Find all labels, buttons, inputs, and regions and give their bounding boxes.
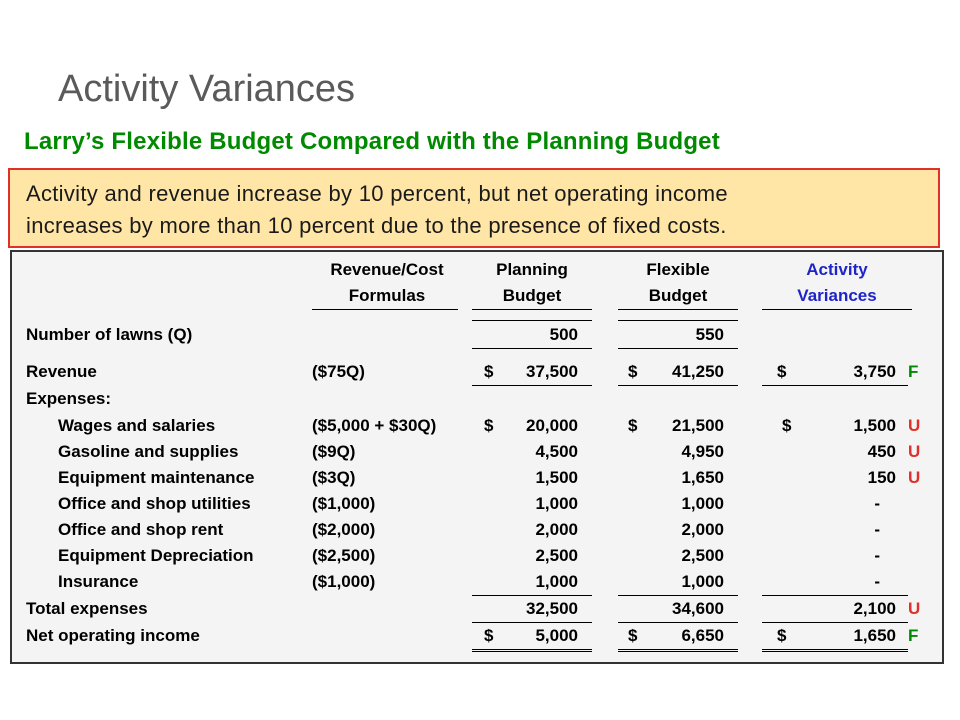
budget-table xyxy=(10,250,944,664)
row-rent-variance: - xyxy=(874,520,880,539)
rule-below-insurance-plan xyxy=(472,595,592,596)
row-wages-variance-currency: $ xyxy=(782,416,792,435)
row-wages-flexible: 21,500 xyxy=(672,416,724,435)
row-maintenance-formula: ($3Q) xyxy=(312,468,356,487)
row-noi-variance-currency: $ xyxy=(777,626,787,645)
row-noi-variance: 1,650 xyxy=(853,626,896,645)
row-rent-flexible: 2,000 xyxy=(681,520,724,539)
row-wages-flag: U xyxy=(908,416,921,435)
rule-above-lawns-flex xyxy=(618,320,738,321)
callout-box xyxy=(8,168,940,248)
rule-below-total-var xyxy=(762,622,908,623)
row-revenue-planning: 37,500 xyxy=(526,362,578,381)
header-variance-1: Activity xyxy=(806,260,868,279)
header-rule-flexible xyxy=(618,309,738,310)
row-noi-planning: 5,000 xyxy=(535,626,578,645)
row-revenue-formula: ($75Q) xyxy=(312,362,365,381)
callout-line-2: increases by more than 10 percent due to the presence of fixed costs. xyxy=(26,213,727,238)
row-depreciation-flexible: 2,500 xyxy=(681,546,724,565)
row-maintenance-flag: U xyxy=(908,468,921,487)
row-total-expenses-variance: 2,100 xyxy=(853,599,896,618)
rule-below-insurance-flex xyxy=(618,595,738,596)
callout-line-1: Activity and revenue increase by 10 percent, but net operating income xyxy=(26,181,728,206)
header-flexible-1: Flexible xyxy=(646,260,710,279)
row-gasoline-flexible: 4,950 xyxy=(681,442,724,461)
row-revenue-variance-currency: $ xyxy=(777,362,787,381)
row-noi-planning-currency: $ xyxy=(484,626,494,645)
row-lawns-label: Number of lawns (Q) xyxy=(26,325,193,344)
row-noi-label: Net operating income xyxy=(26,626,200,645)
row-maintenance-variance: 150 xyxy=(867,468,896,487)
row-expenses-label: Expenses: xyxy=(26,389,112,408)
row-revenue-flag: F xyxy=(908,362,919,381)
header-variance-2: Variances xyxy=(797,286,877,305)
rule-below-lawns xyxy=(472,348,592,349)
header-planning-1: Planning xyxy=(496,260,568,279)
row-insurance-formula: ($1,000) xyxy=(312,572,376,591)
row-revenue-flexible-currency: $ xyxy=(628,362,638,381)
header-planning-2: Budget xyxy=(502,286,562,305)
row-utilities-flexible: 1,000 xyxy=(681,494,724,513)
rule-double-noi-plan xyxy=(472,649,592,652)
row-total-expenses-flexible: 34,600 xyxy=(672,599,724,618)
row-lawns-planning: 500 xyxy=(549,325,578,344)
row-utilities-planning: 1,000 xyxy=(535,494,578,513)
row-depreciation-variance: - xyxy=(874,546,880,565)
row-maintenance-label: Equipment maintenance xyxy=(58,468,255,487)
row-total-expenses-planning: 32,500 xyxy=(526,599,578,618)
row-utilities-formula: ($1,000) xyxy=(312,494,376,513)
row-insurance-flexible: 1,000 xyxy=(681,572,724,591)
row-revenue-flexible: 41,250 xyxy=(672,362,724,381)
row-wages-planning-currency: $ xyxy=(484,416,494,435)
row-depreciation-label: Equipment Depreciation xyxy=(58,546,254,565)
row-noi-flag: F xyxy=(908,626,919,645)
row-revenue-planning-currency: $ xyxy=(484,362,494,381)
rule-above-lawns xyxy=(472,320,592,321)
rule-below-revenue-plan xyxy=(472,385,592,386)
slide-subtitle: Larry’s Flexible Budget Compared with the Planning Budget xyxy=(24,128,720,155)
rule-below-lawns-flex xyxy=(618,348,738,349)
rule-below-revenue-var xyxy=(762,385,908,386)
row-insurance-planning: 1,000 xyxy=(535,572,578,591)
rule-below-insurance-var xyxy=(762,595,908,596)
row-depreciation-planning: 2,500 xyxy=(535,546,578,565)
row-wages-formula: ($5,000 + $30Q) xyxy=(312,416,437,435)
row-rent-planning: 2,000 xyxy=(535,520,578,539)
row-wages-flexible-currency: $ xyxy=(628,416,638,435)
row-noi-flexible: 6,650 xyxy=(681,626,724,645)
header-formulas-2: Formulas xyxy=(348,286,426,305)
row-gasoline-label: Gasoline and supplies xyxy=(58,442,239,461)
rule-below-total-plan xyxy=(472,622,592,623)
rule-double-noi-var xyxy=(762,649,908,652)
header-rule-planning xyxy=(472,309,592,310)
header-flexible-2: Budget xyxy=(648,286,708,305)
row-utilities-label: Office and shop utilities xyxy=(58,494,251,513)
slide-title: Activity Variances xyxy=(58,68,356,110)
row-rent-label: Office and shop rent xyxy=(58,520,224,539)
row-wages-variance: 1,500 xyxy=(853,416,896,435)
row-revenue-label: Revenue xyxy=(26,362,97,381)
row-gasoline-planning: 4,500 xyxy=(535,442,578,461)
row-gasoline-flag: U xyxy=(908,442,921,461)
row-maintenance-planning: 1,500 xyxy=(535,468,578,487)
row-insurance-label: Insurance xyxy=(58,572,139,591)
header-formulas-1: Revenue/Cost xyxy=(330,260,444,279)
row-total-expenses-label: Total expenses xyxy=(26,599,148,618)
row-noi-flexible-currency: $ xyxy=(628,626,638,645)
row-gasoline-variance: 450 xyxy=(867,442,896,461)
rule-below-total-flex xyxy=(618,622,738,623)
row-gasoline-formula: ($9Q) xyxy=(312,442,356,461)
rule-below-revenue-flex xyxy=(618,385,738,386)
row-maintenance-flexible: 1,650 xyxy=(681,468,724,487)
row-lawns-flexible: 550 xyxy=(695,325,724,344)
row-wages-planning: 20,000 xyxy=(526,416,578,435)
rule-double-noi-flex xyxy=(618,649,738,652)
row-revenue-variance: 3,750 xyxy=(853,362,896,381)
row-rent-formula: ($2,000) xyxy=(312,520,376,539)
row-total-expenses-flag: U xyxy=(908,599,921,618)
header-rule-formulas xyxy=(312,309,458,310)
header-rule-variance xyxy=(762,309,912,310)
row-depreciation-formula: ($2,500) xyxy=(312,546,376,565)
row-utilities-variance: - xyxy=(874,494,880,513)
row-wages-label: Wages and salaries xyxy=(58,416,216,435)
row-insurance-variance: - xyxy=(874,572,880,591)
